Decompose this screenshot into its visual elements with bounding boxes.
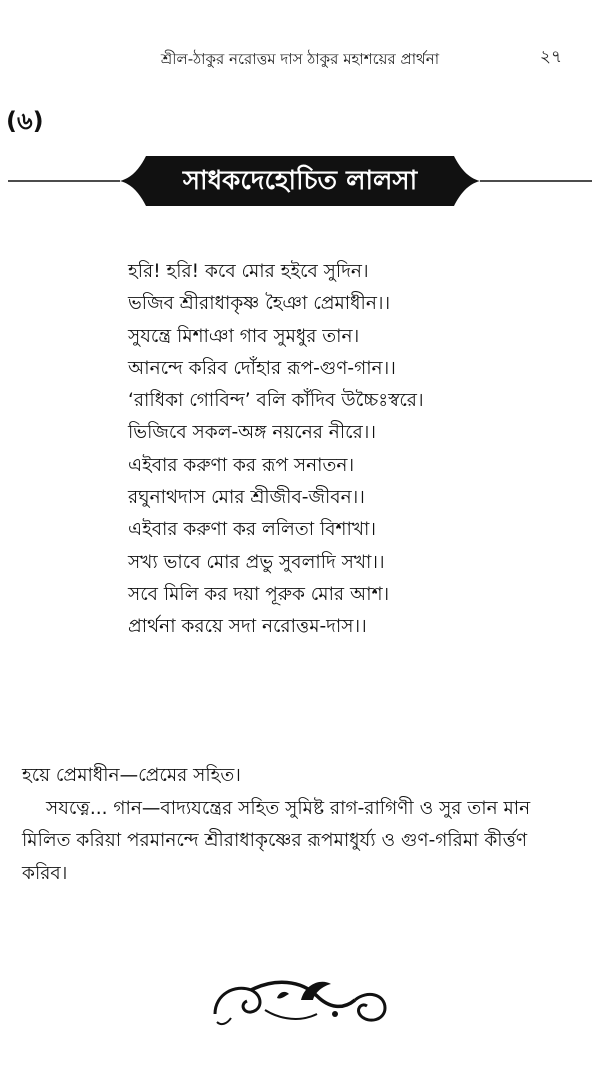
commentary-line: হয়ে প্রেমাধীন—প্রেমের সহিত। — [22, 765, 241, 786]
section-title: সাধকদেহোচিত লালসা — [182, 166, 418, 196]
verse-line: এইবার করুণা কর ললিতা বিশাখা। — [128, 519, 376, 541]
verse-line: ভিজিবে সকল-অঙ্গ নয়নের নীরে।। — [128, 422, 376, 444]
verse-line: এইবার করুণা কর রূপ সনাতন। — [128, 454, 355, 476]
verse-line: রঘুনাথদাস মোর শ্রীজীব-জীবন।। — [128, 487, 365, 509]
verse-line: আনন্দে করিব দোঁহার রূপ-গুণ-গান।। — [128, 357, 396, 379]
commentary-paragraph: সযত্নে... গান—বাদ্যযন্ত্রের সহিত সুমিষ্ট রাগ-রাগিণী ও সুর তান মান মিলিত করিয়া পরমানন্দে শ্রীরাধাকৃষ্ণের রূপমাধুর্য্য ও গুণ-গরিমা কীর্ত্তণ করিব। — [22, 797, 531, 884]
verse-line: সুযন্ত্রে মিশাঞা গাব সুমধুর তান। — [128, 325, 360, 347]
decorative-ornament-icon — [205, 970, 395, 1036]
commentary-block — [22, 760, 578, 890]
verse-line: ‘রাধিকা গোবিন্দ’ বলি কাঁদিব উচ্চৈঃস্বরে। — [128, 390, 424, 412]
page-number: ২৭ — [539, 47, 562, 67]
verse-line: ভজিব শ্রীরাধাকৃষ্ণ হৈঞা প্রেমাধীন।। — [128, 293, 391, 315]
verse-line: প্রার্থনা করয়ে সদা নরোত্তম-দাস।। — [128, 616, 367, 638]
section-title-band — [0, 150, 600, 212]
verse-block — [128, 256, 568, 644]
running-header-title: শ্রীল-ঠাকুর নরোত্তম দাস ঠাকুর মহাশয়ের প্রার্থনা — [160, 50, 440, 68]
verse-line: সখ্য ভাবে মোর প্রভু সুবলাদি সখা।। — [128, 551, 385, 573]
verse-line: হরি! হরি! কবে মোর হইবে সুদিন। — [128, 261, 369, 282]
section-number: (৬) — [6, 107, 44, 135]
verse-line: সবে মিলি কর দয়া পূরুক মোর আশ। — [128, 583, 390, 605]
